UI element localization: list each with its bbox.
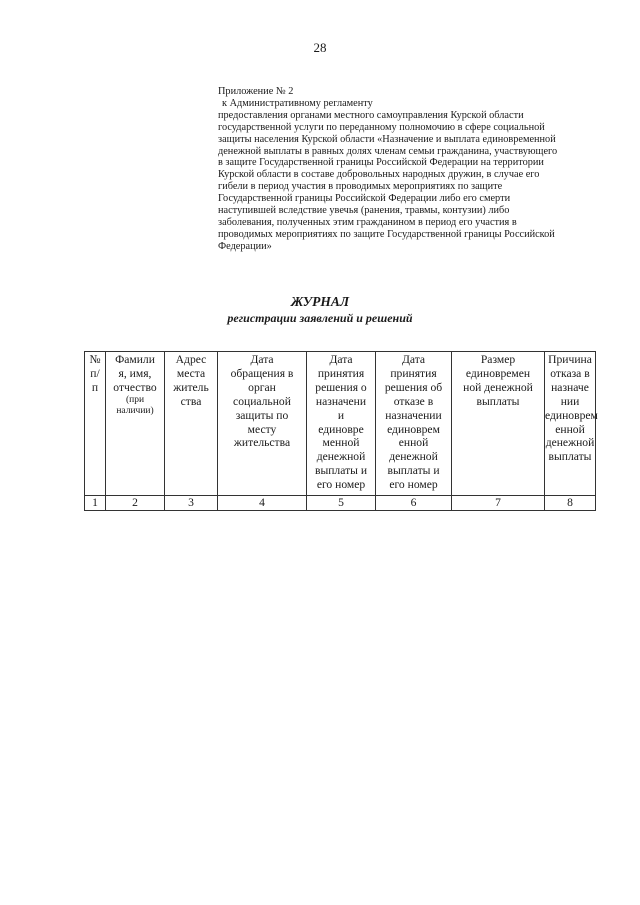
appendix-line: Федерации» xyxy=(218,240,272,252)
header-text: Дата принятия решения об отказе в назначении единоврем енной денежной выплаты и его номер xyxy=(384,353,443,492)
header-text: Причина отказа в назначе нии единоврем енной денежной выплаты xyxy=(545,353,598,464)
appendix-line: защиты населения Курской области «Назначение и выплата единовременной xyxy=(218,133,556,145)
header-cell xyxy=(376,352,452,496)
appendix-line: предоставления органами местного самоуправления Курской области xyxy=(218,109,524,121)
table-number-row xyxy=(85,496,596,511)
header-cell xyxy=(106,352,165,496)
column-number: 1 xyxy=(85,496,106,511)
header-cell xyxy=(218,352,307,496)
header-text: № п/ п xyxy=(89,353,101,394)
appendix-line: наступившей вследствие увечья (ранения, травмы, контузии) либо xyxy=(218,205,510,217)
header-cell xyxy=(452,352,545,496)
header-cell xyxy=(545,352,596,496)
column-number: 3 xyxy=(165,496,218,511)
page-number: 28 xyxy=(313,40,327,55)
appendix-line: проводимых мероприятиях по защите Государственной границы Российской xyxy=(218,228,555,240)
header-cell xyxy=(307,352,376,496)
journal-title: ЖУРНАЛ xyxy=(290,294,350,309)
appendix-line: к Административному регламенту xyxy=(222,97,373,109)
appendix-note xyxy=(218,86,582,253)
appendix-line: государственной услуги по переданному полномочию в сфере социальной xyxy=(218,121,545,133)
header-note: (при наличии) xyxy=(116,394,154,416)
header-text: Дата принятия решения о назначени и единовре менной денежной выплаты и его номер xyxy=(314,353,368,492)
column-number: 8 xyxy=(545,496,596,511)
journal-title-block xyxy=(0,294,640,326)
appendix-line: гибели в период участия в проводимых мероприятиях по защите xyxy=(218,181,503,193)
appendix-line: денежной выплаты в равных долях членам семьи гражданина, участвующего xyxy=(218,145,558,157)
journal-table xyxy=(84,351,596,511)
header-text: Фамили я, имя, отчество xyxy=(113,353,157,394)
column-number: 7 xyxy=(452,496,545,511)
appendix-line: Приложение № 2 xyxy=(218,86,294,97)
appendix-line: в защите Государственной границы Российской Федерации на территории xyxy=(218,157,544,169)
column-number: 6 xyxy=(376,496,452,511)
table-header-row xyxy=(85,352,596,496)
header-text: Адрес места житель ства xyxy=(173,353,209,408)
column-number: 2 xyxy=(106,496,165,511)
appendix-line: Курской области в составе добровольных народных дружин, в случае его xyxy=(218,169,540,181)
header-cell xyxy=(165,352,218,496)
appendix-line: заболевания, полученных этим гражданином в период его участия в xyxy=(218,216,517,228)
header-text: Дата обращения в орган социальной защиты по месту жительства xyxy=(230,353,294,450)
header-cell xyxy=(85,352,106,496)
appendix-line: Государственной границы Российской Федерации либо его смерти xyxy=(218,193,511,205)
header-text: Размер единовремен ной денежной выплаты xyxy=(463,353,533,408)
column-number: 5 xyxy=(307,496,376,511)
column-number: 4 xyxy=(218,496,307,511)
journal-subtitle: регистрации заявлений и решений xyxy=(227,311,413,325)
